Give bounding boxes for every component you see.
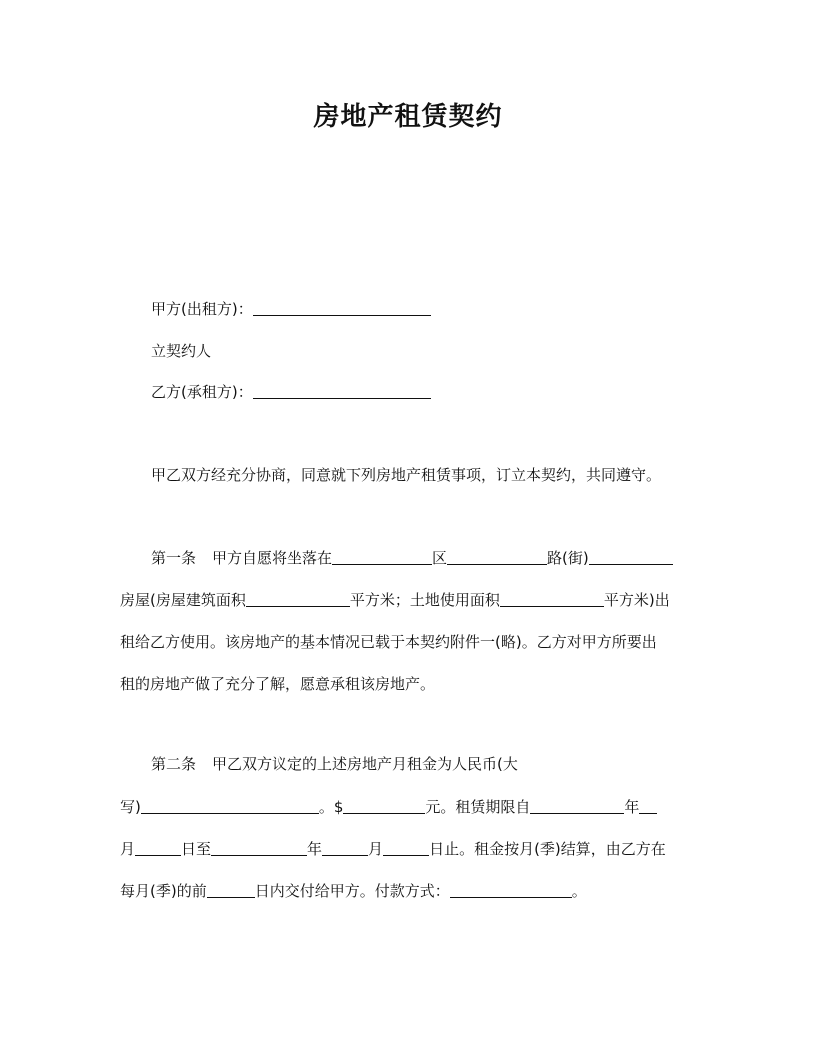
payment-method-label: 日内交付给甲方。付款方式：: [254, 882, 450, 900]
settlement-text: 日止。租金按月(季)结算，由乙方在: [429, 840, 666, 858]
day-to-label: 日至: [181, 840, 212, 858]
building-area-label: 房屋(房屋建筑面积: [120, 591, 246, 609]
land-area-blank: [500, 590, 604, 607]
article-1-text: 甲方自愿将坐落在: [212, 549, 333, 567]
rent-words-label: 写): [120, 798, 141, 816]
article-2-text: 甲乙双方议定的上述房地产月租金为人民币(大: [212, 755, 518, 773]
rent-words-blank: [141, 797, 319, 814]
preamble: 甲乙双方经充分协商，同意就下列房地产租赁事项，订立本契约，共同遵守。: [151, 466, 662, 484]
unit-label: 平方米)出: [603, 591, 670, 609]
payment-days-blank: [207, 881, 255, 898]
article-1-line-4: 租的房地产做了充分了解，愿意承租该房地产。: [120, 675, 436, 693]
end-year-label: 年: [307, 840, 323, 858]
party-a-blank: [253, 299, 431, 316]
article-2-line-1: [151, 752, 518, 776]
signatory-label: 立契约人: [151, 342, 212, 360]
district-label: 区: [432, 549, 448, 567]
end-day-blank: [383, 839, 429, 856]
article-2-heading: 第二条: [151, 755, 197, 773]
address-blank: [589, 548, 673, 565]
article-2-line-2: [120, 795, 657, 819]
month-label: 月: [120, 840, 136, 858]
building-area-blank: [246, 590, 350, 607]
road-blank: [447, 548, 547, 565]
payment-method-blank: [450, 881, 572, 898]
party-b-blank: [253, 382, 431, 399]
start-day-blank: [135, 839, 181, 856]
district-blank: [332, 548, 432, 565]
article-2-line-4: [120, 879, 587, 903]
article-1-line-1: [151, 546, 673, 570]
end-month-label: 月: [368, 840, 384, 858]
year-label: 年: [624, 798, 640, 816]
party-a-line: [151, 297, 431, 321]
article-1-line-3: 租给乙方使用。该房地产的基本情况已载于本契约附件一(略)。乙方对甲方所要出: [120, 633, 657, 651]
rent-amount-label: 。$: [318, 798, 344, 816]
article-2-line-3: [120, 837, 666, 861]
party-a-label: 甲方(出租方)：: [151, 300, 253, 318]
road-label: 路(街): [547, 549, 589, 567]
start-month-blank: [639, 797, 657, 814]
end-period: 。: [571, 882, 587, 900]
end-year-blank: [211, 839, 307, 856]
end-month-blank: [322, 839, 368, 856]
party-b-label: 乙方(承租方)：: [151, 383, 253, 401]
article-1-line-2: [120, 588, 670, 612]
article-1-heading: 第一条: [151, 549, 197, 567]
rent-amount-blank: [343, 797, 425, 814]
payment-period-label: 每月(季)的前: [120, 882, 207, 900]
document-title: 房地产租赁契约: [313, 102, 503, 132]
term-label: 元。租赁期限自: [425, 798, 531, 816]
land-area-label: 平方米；土地使用面积: [349, 591, 500, 609]
start-year-blank: [530, 797, 624, 814]
party-b-line: [151, 380, 431, 404]
